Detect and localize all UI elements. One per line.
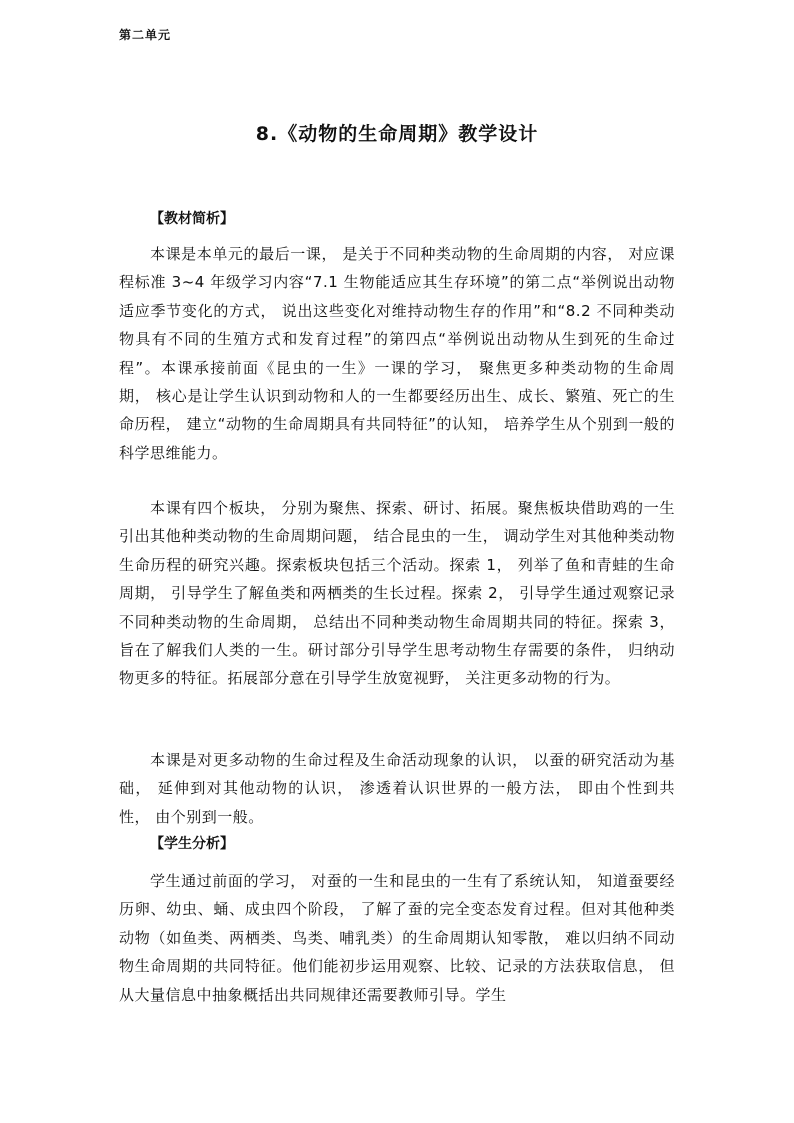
paragraph: 本课有四个板块， 分别为聚焦、探索、研讨、拓展。聚焦板块借助鸡的一生引出其他种类动物的生命周期问题， 结合昆虫的一生， 调动学生对其他种类动物生命历程的研究兴趣。探索板块包括三个活动。探索 1， 列举了鱼和青蛙的生命周期， 引导学生了解鱼类和两栖类的生长过程。探索 2， 引导学生通过观察记录不同种类动物的生命周期， 总结出不同种类动物生命周期共同的特征。探索 3， 旨在了解我们人类的一生。研讨部分引导学生思考动物生存需要的条件， 归纳动物更多的特征。拓展部分意在引导学生放宽视野， 关注更多动物的行为。 (119, 499, 675, 688)
paragraph: 本课是本单元的最后一课， 是关于不同种类动物的生命周期的内容， 对应课程标准 3~4 年级学习内容“7.1 生物能适应其生存环境”的第二点“举例说出动物适应季节变化的方式， 说出这些变化对维持动物生存的作用”和“8.2 不同种类动物具有不同的生殖方式和发育过程”的第四点“举例说出动物从生到死的生命过程”。本课承接前面《昆虫的一生》一课的学习， 聚焦更多种类动物的生命周期， 核心是让学生认识到动物和人的一生都要经历出生、成长、繁殖、死亡的生命历程， 建立“动物的生命周期具有共同特征”的认知， 培养学生从个别到一般的科学思维能力。 (119, 245, 675, 462)
section-heading-textbook-analysis: 【教材简析】 (150, 211, 234, 227)
document-title: 8.《动物的生命周期》教学设计 (255, 123, 539, 145)
paragraph: 学生通过前面的学习， 对蚕的一生和昆虫的一生有了系统认知， 知道蚕要经历卵、幼虫、蛹、成虫四个阶段， 了解了蚕的完全变态发育过程。但对其他种类动物（如鱼类、两栖类、鸟类、哺乳类）的生命周期认知零散， 难以归纳不同动物生命周期的共同特征。他们能初步运用观察、比较、记录的方法获取信息， 但从大量信息中抽象概括出共同规律还需要教师引导。学生 (119, 872, 675, 1004)
section-heading-student-analysis: 【学生分析】 (150, 836, 234, 852)
paragraph: 本课是对更多动物的生命过程及生命活动现象的认识， 以蚕的研究活动为基础， 延伸到对其他动物的认识， 渗透着认识世界的一般方法， 即由个性到共性， 由个别到一般。 (119, 751, 675, 826)
unit-header: 第二单元 (119, 28, 172, 42)
